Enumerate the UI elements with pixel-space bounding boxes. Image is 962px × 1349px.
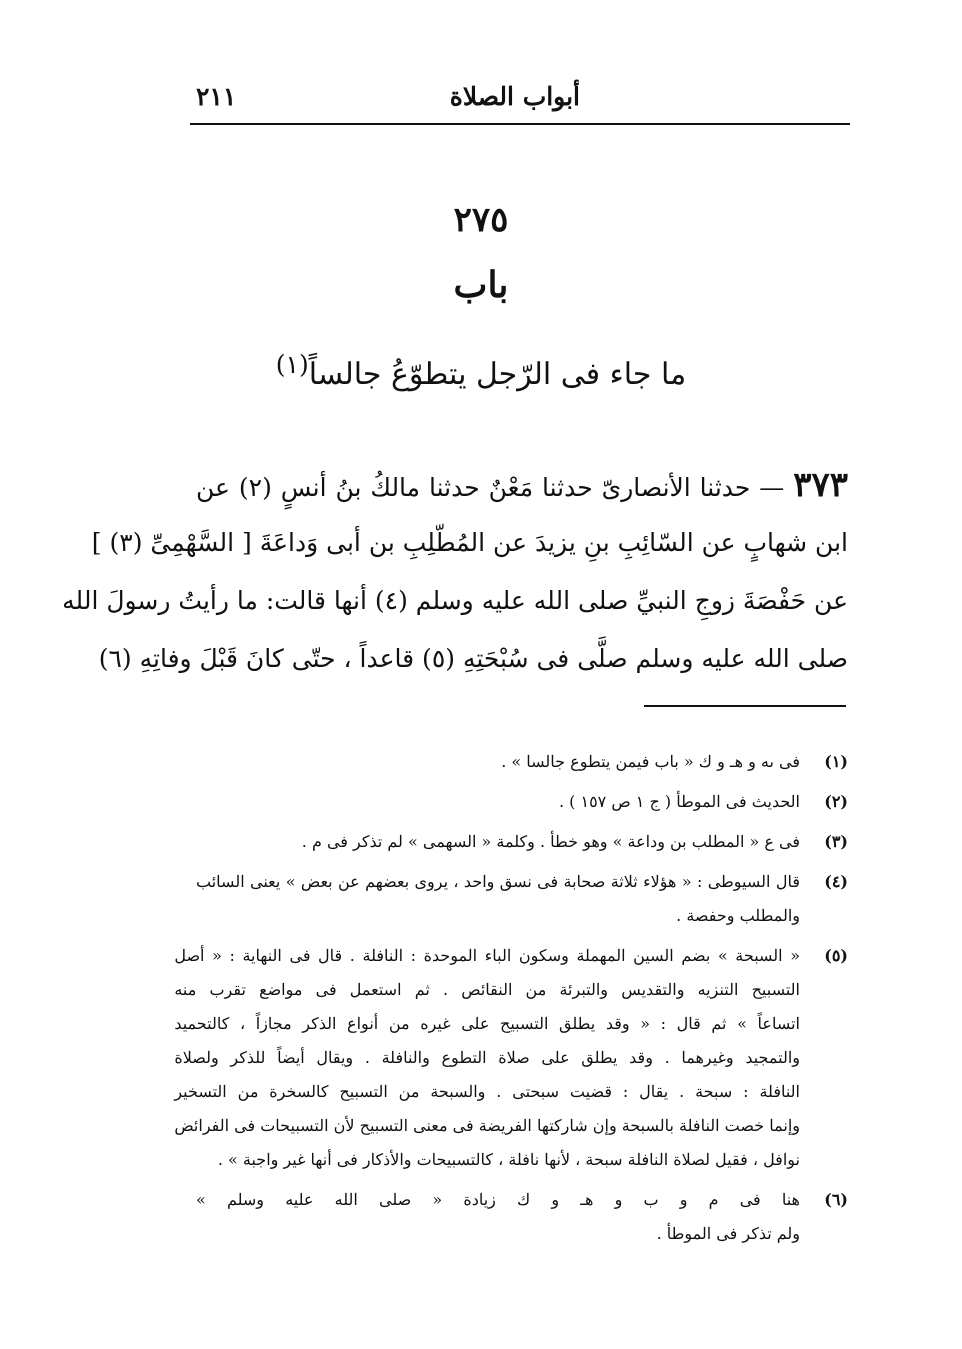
- footnote-ref: (١): [275, 350, 309, 379]
- footnote-number: (١): [824, 752, 848, 771]
- footnote: [196, 865, 848, 933]
- footnote: [196, 1183, 848, 1251]
- hadith-line: [196, 456, 848, 514]
- footnote-number: (٢): [824, 792, 848, 811]
- header-rule: [190, 123, 850, 125]
- footnotes: [174, 745, 848, 1257]
- footnote: [196, 785, 848, 819]
- footnote-body: [196, 865, 800, 933]
- hadith-line: عن حَفْصَةَ زوجِ النبيِّ صلى الله عليه وسلم (٤) أنها قالت: ما رأيتُ رسولَ الله: [62, 586, 848, 615]
- footnote-line: والمطلب وحفصة .: [676, 906, 800, 925]
- footnote-line: والتمجيد وغيرهما . وقد يطلق على صلاة التطوع والنافلة . ويقال أيضاً للذكر ولصلاة: [174, 1048, 800, 1067]
- page-number: ٢١١: [196, 82, 237, 111]
- hadith-line: صلى الله عليه وسلم صلَّى فى سُبْحَتِهِ (٥) قاعداً ، حتّى كانَ قَبْلَ وفاتِهِ (٦): [98, 644, 848, 673]
- footnote-line: النافلة : سبحة . يقال : قضيت سبحتى . والسبحة من التسبيح كالسخرة من التسخير: [174, 1082, 800, 1101]
- running-title: أبواب الصلاة: [449, 82, 580, 111]
- page-header: [190, 78, 850, 124]
- footnote-line: ولم تذكر فى الموطأ .: [656, 1224, 800, 1243]
- footnote-body: [196, 1183, 800, 1251]
- section-title: [0, 350, 962, 392]
- footnote-number: (٤): [824, 872, 848, 891]
- footnote-line: نوافل ، فقيل لصلاة النافلة سبحة ، لأنها نافلة ، كالتسبيحات والأذكار فى أنها غير واجبة » .: [217, 1150, 800, 1169]
- footnote-line: اتساعاً » ثم قال : « وقد يطلق التسبيح على غيره من أنواع الذكر مجازاً ، كالتحميد: [174, 1014, 800, 1033]
- footnote-separator: [644, 705, 846, 707]
- footnote-line: قال السيوطى : « هؤلاء ثلاثة صحابة فى نسق واحد ، يروى بعضهم عن بعض » يعنى السائب: [196, 872, 800, 891]
- footnote-line: فى ىه و هـ و ك « باب فيمن يتطوع جالسا » .: [501, 752, 800, 771]
- footnote-line: هنا فى م و ب و هـ و ك زيادة « صلى الله عليه وسلم »: [196, 1190, 800, 1209]
- footnote: [174, 939, 848, 1177]
- chapter-number: ٢٧٥: [453, 200, 509, 240]
- footnote-line: التسبيح التنزيه والتقديس والتبرئة من النقائص . ثم استعمل فى مواضع تقرب منه: [174, 980, 800, 999]
- footnote-body: [174, 939, 800, 1177]
- footnote-number: (٥): [824, 946, 848, 965]
- footnote-number: (٣): [824, 832, 848, 851]
- section-label: باب: [453, 264, 509, 306]
- footnote: [196, 825, 848, 859]
- hadith-number: ٣٧٣: [793, 465, 849, 505]
- footnote-line: الحديث فى الموطأ ( ج ١ ص ١٥٧ ) .: [558, 792, 800, 811]
- footnote: [196, 745, 848, 779]
- footnote-body: [196, 825, 800, 859]
- footnote-line: وإنما خصت النافلة بالسبحة وإن شاركتها الفريضة فى معنى التسبيح لأن التسبيحات فى الفرائض: [174, 1116, 800, 1135]
- footnote-line: « السبحة » بضم السين المهملة وسكون الباء الموحدة : النافلة . قال فى النهاية : « أصل: [174, 946, 801, 965]
- footnote-body: [196, 785, 800, 819]
- hadith-text: [62, 456, 849, 688]
- hadith-line: ابن شهابٍ عن السّائِبِ بنِ يزيدَ عن المُطّلِبِ بن أبى وَداعَةَ [ السَّهْمِىِّ (٣) ]: [91, 528, 848, 557]
- footnote-line: فى ع « المطلب بن وداعة » وهو خطأ . وكلمة « السهمى » لم تذكر فى م .: [301, 832, 800, 851]
- footnote-body: [196, 745, 800, 779]
- section-title-text: ما جاء فى الرّجل يتطوّعُ جالساً: [308, 357, 687, 392]
- hadith-line-text: — حدثنا الأنصارىّ حدثنا مَعْنٌ حدثنا مالكُ بنُ أنسٍ (٢) عن: [196, 473, 785, 502]
- footnote-number: (٦): [824, 1190, 848, 1209]
